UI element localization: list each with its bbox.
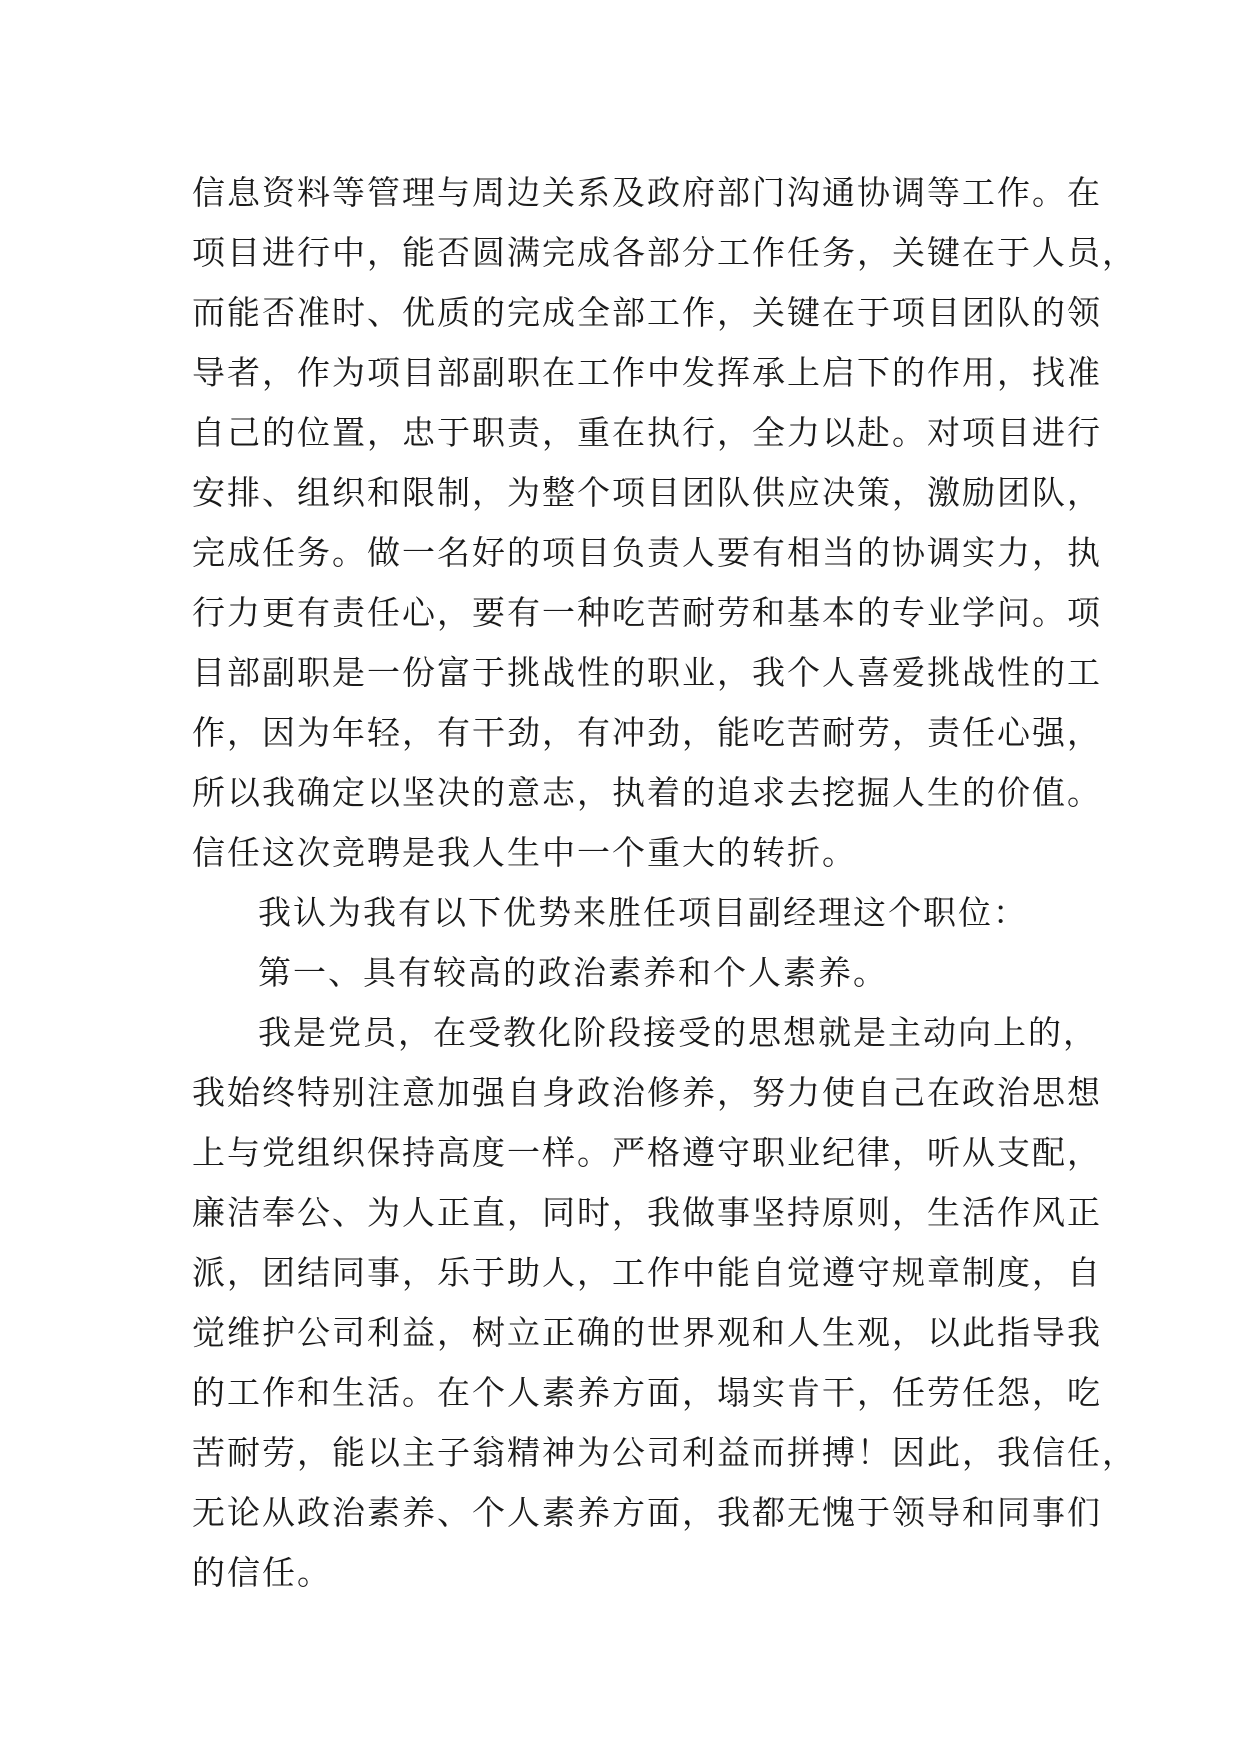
text-line: 所以我确定以坚决的意志，执着的追求去挖掘人生的价值。 <box>192 773 1102 812</box>
text-line: 无论从政治素养、个人素养方面，我都无愧于领导和同事们 <box>192 1493 1102 1532</box>
text-line: 派，团结同事，乐于助人，工作中能自觉遵守规章制度，自 <box>192 1253 1102 1292</box>
text-line: 自己的位置，忠于职责，重在执行，全力以赴。对项目进行 <box>192 413 1102 452</box>
text-line: 上与党组织保持高度一样。严格遵守职业纪律，听从支配， <box>192 1133 1102 1172</box>
text-line: 的工作和生活。在个人素养方面，塌实肯干，任劳任怨，吃 <box>192 1373 1102 1412</box>
text-line: 项目进行中，能否圆满完成各部分工作任务，关键在于人员， <box>192 233 1137 272</box>
text-line: 我始终特别注意加强自身政治修养，努力使自己在政治思想 <box>192 1073 1102 1112</box>
text-line: 目部副职是一份富于挑战性的职业，我个人喜爱挑战性的工 <box>192 653 1102 692</box>
text-line: 觉维护公司利益，树立正确的世界观和人生观，以此指导我 <box>192 1313 1102 1352</box>
text-line: 行力更有责任心，要有一种吃苦耐劳和基本的专业学问。项 <box>192 593 1102 632</box>
paragraph-heading-line: 我认为我有以下优势来胜任项目副经理这个职位： <box>258 893 1028 932</box>
text-line: 信任这次竞聘是我人生中一个重大的转折。 <box>192 833 857 872</box>
text-line: 的信任。 <box>192 1553 332 1592</box>
section-heading-line: 第一、具有较高的政治素养和个人素养。 <box>258 953 888 992</box>
text-line: 作，因为年轻，有干劲，有冲劲，能吃苦耐劳，责任心强， <box>192 713 1102 752</box>
text-line: 而能否准时、优质的完成全部工作，关键在于项目团队的领 <box>192 293 1102 332</box>
text-line: 导者，作为项目部副职在工作中发挥承上启下的作用，找准 <box>192 353 1102 392</box>
document-body <box>192 163 1137 1603</box>
text-line: 完成任务。做一名好的项目负责人要有相当的协调实力，执 <box>192 533 1102 572</box>
text-line: 安排、组织和限制，为整个项目团队供应决策，激励团队， <box>192 473 1102 512</box>
text-line: 苦耐劳，能以主子翁精神为公司利益而拼搏！因此，我信任， <box>192 1433 1137 1472</box>
text-line: 廉洁奉公、为人正直，同时，我做事坚持原则，生活作风正 <box>192 1193 1102 1232</box>
text-line: 我是党员，在受教化阶段接受的思想就是主动向上的， <box>258 1013 1098 1052</box>
text-line: 信息资料等管理与周边关系及政府部门沟通协调等工作。在 <box>192 173 1102 212</box>
